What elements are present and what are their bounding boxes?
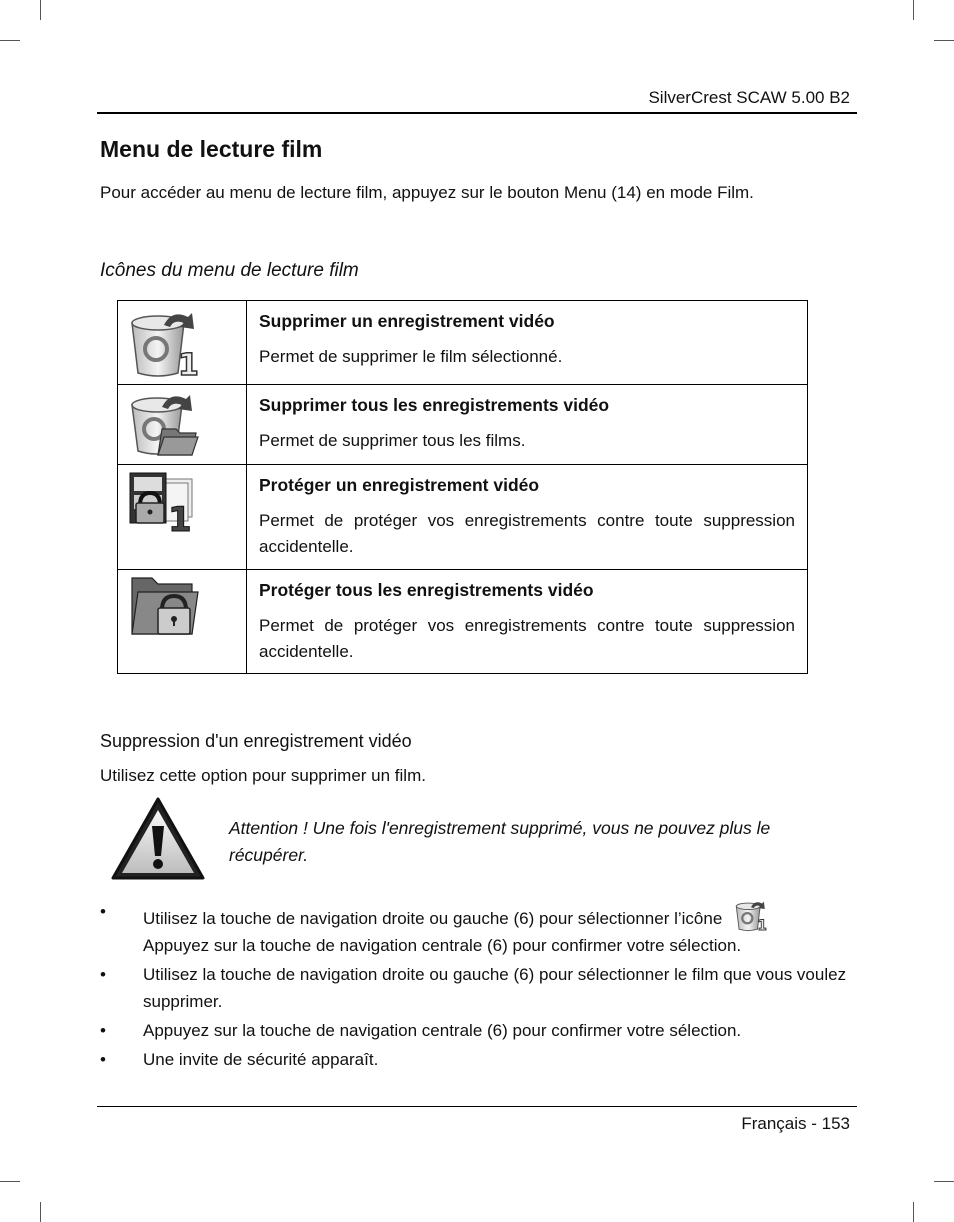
header-product: SilverCrest SCAW 5.00 B2 bbox=[648, 88, 850, 107]
icon-cell bbox=[118, 570, 247, 674]
intro-paragraph: Pour accéder au menu de lecture film, appuyez sur le bouton Menu (14) en mode Film. bbox=[100, 183, 754, 202]
text-cell bbox=[247, 385, 808, 465]
text-cell bbox=[247, 570, 808, 674]
table-row bbox=[118, 570, 808, 674]
crop-mark bbox=[934, 1181, 954, 1182]
crop-mark bbox=[0, 1181, 20, 1182]
table-row bbox=[118, 465, 808, 570]
bullet: • bbox=[100, 1050, 106, 1069]
bullet: • bbox=[100, 1021, 106, 1040]
list-item bbox=[100, 898, 856, 959]
row-description: Permet de protéger vos enregistrements contre toute suppression accidentelle. bbox=[259, 511, 795, 556]
row-description: Permet de supprimer tous les films. bbox=[259, 431, 526, 450]
list-item-text: Utilisez la touche de navigation droite ou gauche (6) pour sélectionner l’icône bbox=[143, 909, 723, 928]
text-cell bbox=[247, 465, 808, 570]
svg-text:1: 1 bbox=[168, 500, 192, 533]
footer-page: Français - 153 bbox=[741, 1114, 850, 1133]
lock-folder-icon bbox=[128, 574, 200, 638]
footer-rule bbox=[97, 1106, 857, 1107]
instruction-list bbox=[100, 898, 856, 1075]
trash-one-icon bbox=[128, 305, 200, 379]
row-description: Permet de supprimer le film sélectionné. bbox=[259, 347, 563, 366]
row-title: Protéger tous les enregistrements vidéo bbox=[259, 580, 594, 600]
row-title: Protéger un enregistrement vidéo bbox=[259, 475, 540, 495]
list-item bbox=[100, 1046, 856, 1073]
crop-mark bbox=[40, 1202, 41, 1222]
icon-table-heading: Icônes du menu de lecture film bbox=[100, 260, 359, 281]
crop-mark bbox=[40, 0, 41, 20]
list-item-text: Appuyez sur la touche de navigation centrale (6) pour confirmer votre sélection. bbox=[143, 1021, 742, 1040]
trash-one-icon bbox=[731, 898, 771, 932]
header-rule bbox=[97, 112, 857, 114]
bullet: • bbox=[100, 965, 106, 984]
lock-one-icon bbox=[128, 469, 200, 533]
bullet: • bbox=[100, 902, 106, 921]
table-row bbox=[118, 301, 808, 385]
trash-folder-icon bbox=[128, 389, 200, 459]
deletion-intro: Utilisez cette option pour supprimer un film. bbox=[100, 766, 426, 785]
text-cell bbox=[247, 301, 808, 385]
icon-cell bbox=[118, 465, 247, 570]
icon-table bbox=[117, 300, 808, 674]
crop-mark bbox=[913, 0, 914, 20]
row-title: Supprimer un enregistrement vidéo bbox=[259, 311, 555, 331]
svg-text:1: 1 bbox=[178, 348, 199, 379]
crop-mark bbox=[913, 1202, 914, 1222]
icon-cell bbox=[118, 301, 247, 385]
icon-cell bbox=[118, 385, 247, 465]
list-item-text: Appuyez sur la touche de navigation centrale (6) pour confirmer votre sélection. bbox=[143, 936, 742, 955]
svg-text:1: 1 bbox=[757, 918, 768, 932]
list-item bbox=[100, 961, 856, 1015]
row-description: Permet de protéger vos enregistrements contre toute suppression accidentelle. bbox=[259, 616, 795, 661]
list-item-text: Utilisez la touche de navigation droite ou gauche (6) pour sélectionner le film que vous voulez supprimer. bbox=[143, 965, 847, 1011]
deletion-heading: Suppression d'un enregistrement vidéo bbox=[100, 731, 412, 751]
list-item-text: Une invite de sécurité apparaît. bbox=[143, 1050, 379, 1069]
list-item bbox=[100, 1017, 856, 1044]
crop-mark bbox=[0, 40, 20, 41]
table-row bbox=[118, 385, 808, 465]
warning-icon bbox=[110, 796, 206, 882]
page-title: Menu de lecture film bbox=[100, 136, 323, 162]
warning-text: Attention ! Une fois l'enregistrement supprimé, vous ne pouvez plus le récupérer. bbox=[229, 818, 771, 865]
crop-mark bbox=[934, 40, 954, 41]
row-title: Supprimer tous les enregistrements vidéo bbox=[259, 395, 610, 415]
